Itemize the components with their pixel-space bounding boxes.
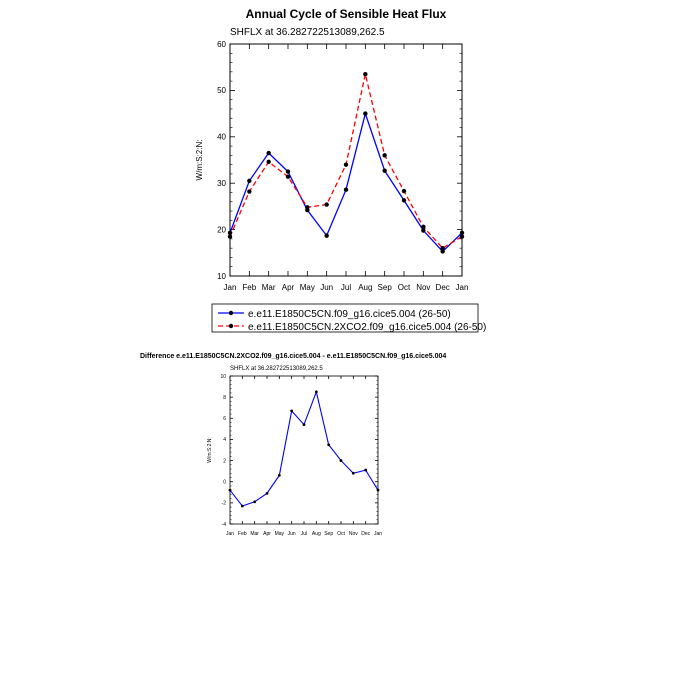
- y-tick-label: 2: [223, 458, 226, 465]
- x-tick-label: Feb: [242, 283, 257, 292]
- x-tick-label: Oct: [397, 283, 411, 292]
- main-chart: [195, 7, 468, 292]
- data-point: [305, 205, 309, 209]
- data-point: [266, 160, 270, 164]
- series-line-1: [230, 74, 462, 248]
- data-point: [229, 489, 232, 492]
- data-point: [247, 179, 251, 183]
- data-point: [344, 187, 348, 191]
- x-tick-label: Apr: [281, 283, 295, 292]
- data-point: [460, 234, 464, 238]
- x-tick-label: Aug: [358, 283, 373, 292]
- data-point: [228, 234, 232, 238]
- difference-chart: [140, 353, 446, 537]
- data-point: [247, 189, 251, 193]
- legend: [212, 304, 486, 333]
- data-point: [363, 111, 367, 115]
- data-point: [327, 443, 330, 446]
- legend-label-2xco2: e.e11.E1850C5CN.2XCO2.f09_g16.cice5.004 (26-50): [248, 322, 487, 333]
- y-tick-label: 30: [217, 179, 226, 188]
- x-tick-label: Feb: [238, 531, 247, 537]
- x-tick-label: Jul: [340, 283, 352, 292]
- y-tick-label: 40: [217, 132, 226, 142]
- y-tick-label: 4: [223, 437, 226, 444]
- data-point: [352, 472, 355, 475]
- x-tick-label: Jun: [287, 531, 296, 537]
- chart-title: Annual Cycle of Sensible Heat Flux: [245, 7, 447, 21]
- difference-plot-frame: [230, 376, 378, 524]
- x-tick-label: Jul: [300, 531, 308, 537]
- x-tick-label: Oct: [337, 531, 345, 537]
- data-point: [402, 189, 406, 193]
- data-point: [286, 169, 290, 173]
- x-tick-label: Nov: [416, 283, 431, 292]
- y-tick-label: -4: [221, 521, 226, 528]
- x-tick-label: Apr: [263, 531, 271, 537]
- data-point: [340, 459, 343, 462]
- x-tick-label: Nov: [348, 531, 358, 537]
- difference-series-group: [229, 390, 380, 507]
- x-tick-label: May: [274, 531, 285, 537]
- y-tick-label: -2: [221, 500, 226, 507]
- legend-label-control: e.e11.E1850C5CN.f09_g16.cice5.004 (26-50): [248, 309, 451, 320]
- y-tick-label: 10: [217, 271, 226, 281]
- data-point: [382, 168, 386, 172]
- x-tick-label: Jun: [320, 283, 334, 292]
- x-tick-label: Sep: [377, 283, 392, 292]
- x-tick-label: Aug: [311, 531, 321, 537]
- legend-marker-control: [229, 311, 233, 315]
- y-tick-label: 60: [217, 39, 226, 49]
- y-tick-label: 20: [217, 225, 226, 235]
- data-point: [421, 225, 425, 229]
- data-point: [286, 175, 290, 179]
- y-tick-label: 6: [223, 416, 226, 423]
- chart-subtitle: SHFLX at 36.282722513089,262.5: [230, 27, 385, 38]
- y-axis-label: W/m:S:2:N:: [195, 139, 204, 181]
- y-tick-label: 50: [217, 86, 226, 96]
- axis-ticks: [217, 40, 468, 292]
- data-point: [303, 423, 306, 426]
- data-point: [364, 469, 367, 472]
- data-point: [440, 246, 444, 250]
- difference-axis-ticks: [220, 374, 382, 537]
- x-tick-label: Jan: [223, 283, 237, 292]
- data-point: [363, 72, 367, 76]
- y-tick-label: 0: [223, 479, 226, 486]
- data-point: [266, 492, 269, 495]
- x-tick-label: Dec: [361, 531, 371, 537]
- data-point: [315, 390, 318, 393]
- x-tick-label: Sep: [324, 531, 334, 537]
- data-point: [324, 233, 328, 237]
- data-point: [402, 198, 406, 202]
- data-point: [382, 153, 386, 157]
- data-point: [377, 489, 380, 492]
- y-tick-label: 10: [220, 373, 226, 380]
- series-group: [228, 72, 464, 254]
- data-point: [344, 162, 348, 166]
- series-line-0: [230, 392, 378, 506]
- data-point: [266, 151, 270, 155]
- x-tick-label: Mar: [261, 283, 276, 292]
- x-tick-label: Jan: [455, 283, 469, 292]
- data-point: [290, 409, 293, 412]
- legend-marker-2xco2: [229, 324, 233, 328]
- difference-title: Difference e.e11.E1850C5CN.2XCO2.f09_g16.cice5.004 - e.e11.E1850C5CN.f09_g16.cice5.004: [140, 353, 447, 360]
- x-tick-label: Mar: [250, 531, 259, 537]
- data-point: [324, 202, 328, 206]
- x-tick-label: Jan: [225, 531, 235, 537]
- data-point: [253, 500, 256, 503]
- data-point: [241, 505, 244, 508]
- x-tick-label: May: [299, 283, 315, 292]
- difference-subtitle: SHFLX at 36.282722513089,262.5: [230, 366, 323, 372]
- series-line-0: [230, 114, 462, 252]
- data-point: [278, 474, 281, 477]
- x-tick-label: Jan: [373, 531, 383, 537]
- plot-frame: [230, 44, 462, 276]
- y-tick-label: 8: [223, 394, 226, 401]
- difference-y-axis-label: W/m:S:2:N:: [207, 437, 213, 463]
- x-tick-label: Dec: [435, 283, 450, 292]
